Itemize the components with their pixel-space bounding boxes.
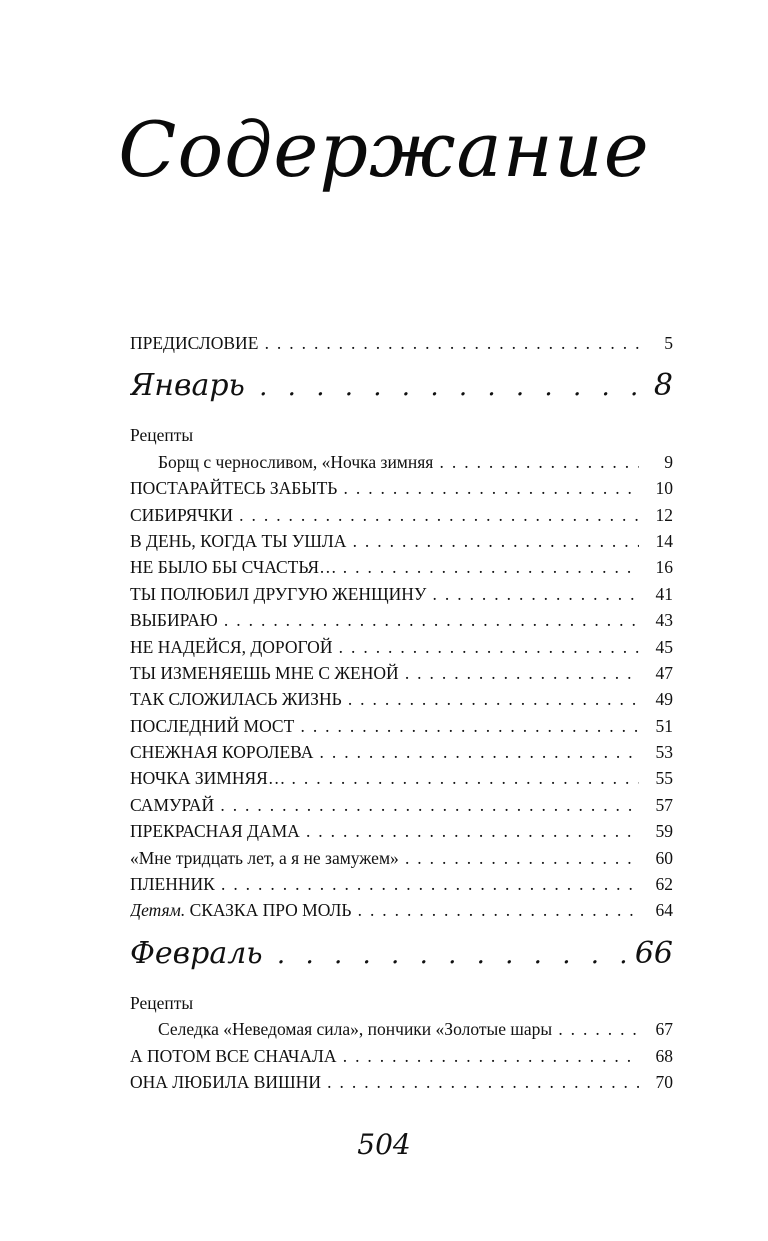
toc-page-number: 64 — [655, 900, 673, 921]
toc-entry — [130, 818, 673, 844]
toc-entry — [130, 1069, 673, 1095]
page-number: 504 — [357, 1128, 411, 1161]
toc-entry — [130, 686, 673, 712]
toc-entry-title — [130, 845, 639, 871]
toc-entry-text: САМУРАЙ — [130, 794, 215, 815]
toc-entry-title — [130, 1043, 639, 1069]
toc-page-number: 14 — [655, 530, 673, 551]
toc-entry — [130, 792, 673, 818]
toc-entry — [130, 607, 673, 633]
toc-entry-title — [130, 713, 639, 739]
toc-entry-text: НЕ БЫЛО БЫ СЧАСТЬЯ… — [130, 557, 337, 578]
toc-entry — [130, 871, 673, 897]
toc-entry — [130, 502, 673, 528]
toc-sub-entry — [130, 1016, 673, 1042]
toc-entry — [130, 581, 673, 607]
toc-page-number: 5 — [664, 333, 673, 353]
toc-entry-text: ВЫБИРАЮ — [130, 610, 218, 631]
toc-entry-text: ОНА ЛЮБИЛА ВИШНИ — [130, 1071, 321, 1092]
toc-page-number: 62 — [655, 874, 673, 895]
toc-entry-title — [130, 818, 639, 844]
toc-entry-text: СКАЗКА ПРО МОЛЬ — [189, 900, 352, 921]
toc-entry — [130, 765, 673, 791]
toc-entry-title — [130, 528, 639, 554]
toc-page-number: 45 — [655, 636, 673, 657]
toc-entry — [130, 475, 673, 501]
toc-section-label — [130, 990, 673, 1016]
toc-entry-title — [130, 360, 643, 412]
toc-entry — [130, 845, 673, 871]
toc-entry-text: СИБИРЯЧКИ — [130, 504, 233, 525]
toc-entry — [130, 660, 673, 686]
toc-entry-title — [130, 792, 639, 818]
toc-entry-title — [130, 739, 639, 765]
toc-entry-text: ПЛЕННИК — [130, 874, 215, 895]
toc-page-number: 53 — [655, 742, 673, 763]
toc-entry — [130, 713, 673, 739]
toc-entry-text: ПРЕКРАСНАЯ ДАМА — [130, 821, 300, 842]
toc-page-number: 68 — [655, 1045, 673, 1066]
toc-entry-text: «Мне тридцать лет, а я не замужем» — [130, 847, 399, 868]
toc-entry-title — [130, 897, 639, 923]
toc-page-number: 49 — [655, 689, 673, 710]
toc-entry-text: НЕ НАДЕЙСЯ, ДОРОГОЙ — [130, 636, 333, 657]
toc-entry-title — [130, 607, 639, 633]
toc-page-number: 59 — [655, 821, 673, 842]
toc-entry-title — [130, 1069, 639, 1095]
toc-page-number: 70 — [655, 1071, 673, 1092]
toc-entry-text: ПОСТАРАЙТЕСЬ ЗАБЫТЬ — [130, 478, 338, 499]
toc-page-number: 10 — [655, 478, 673, 499]
toc-page-number: 55 — [655, 768, 673, 789]
toc-entry-text: ПРЕДИСЛОВИЕ — [130, 333, 259, 353]
toc-entry-title — [130, 928, 643, 980]
toc-entry-title — [130, 765, 639, 791]
toc-entry — [130, 634, 673, 660]
toc-entry-text: СНЕЖНАЯ КОРОЛЕВА — [130, 742, 314, 763]
toc-entry — [130, 528, 673, 554]
toc-entry-title — [130, 330, 639, 356]
toc-entry-title — [130, 425, 193, 445]
toc-page-number: 57 — [655, 794, 673, 815]
toc-entry — [130, 739, 673, 765]
toc-section-label — [130, 422, 673, 448]
toc-entry-title — [130, 686, 639, 712]
toc-page-number: 9 — [664, 451, 673, 472]
toc-page-number: 66 — [634, 935, 673, 971]
toc-entry-text: А ПОТОМ ВСЕ СНАЧАЛА — [130, 1045, 337, 1066]
toc-page-number: 43 — [655, 610, 673, 631]
toc-entry-text: ТЫ ИЗМЕНЯЕШЬ МНЕ С ЖЕНОЙ — [130, 662, 399, 683]
toc-page-number: 47 — [655, 662, 673, 683]
toc-entry — [130, 554, 673, 580]
toc-entry-text: Рецепты — [130, 992, 194, 1013]
toc-page-number: 8 — [653, 368, 673, 404]
toc-entry-title — [130, 993, 193, 1013]
toc-entry-title — [130, 871, 639, 897]
toc-entry-title — [130, 634, 639, 660]
toc-entry — [130, 330, 673, 356]
toc-page-number: 12 — [655, 504, 673, 525]
toc-page-number: 51 — [655, 715, 673, 736]
toc-entry-text: Январь — [130, 368, 245, 404]
toc-entry-text: ТАК СЛОЖИЛАСЬ ЖИЗНЬ — [130, 689, 342, 710]
toc-entry-title — [130, 502, 639, 528]
toc-entry-title — [130, 449, 639, 475]
toc-entry-text: НОЧКА ЗИМНЯЯ… — [130, 768, 286, 789]
toc-month-heading — [130, 928, 673, 980]
toc-entry-text: Борщ с черносливом, «Ночка зимняя — [158, 451, 434, 472]
toc-entry-title — [130, 1016, 639, 1042]
toc-page-number: 60 — [655, 847, 673, 868]
toc-entry-text: Рецепты — [130, 425, 194, 446]
toc-entry-title — [130, 554, 639, 580]
toc-entry-text: ПОСЛЕДНИЙ МОСТ — [130, 715, 295, 736]
toc-page-number: 16 — [655, 557, 673, 578]
toc-entry-title — [130, 581, 639, 607]
toc-entry-title — [130, 475, 639, 501]
toc-page-number: 41 — [655, 583, 673, 604]
toc-entry-text: Февраль — [130, 935, 263, 971]
table-of-contents — [130, 330, 673, 1095]
toc-entry-text: Селедка «Неведомая сила», пончики «Золотые шары — [158, 1019, 553, 1040]
toc-month-heading — [130, 360, 673, 412]
toc-entry-prefix: Детям. — [130, 900, 186, 921]
toc-page-number: 67 — [655, 1019, 673, 1040]
toc-sub-entry — [130, 449, 673, 475]
toc-entry-text: ТЫ ПОЛЮБИЛ ДРУГУЮ ЖЕНЩИНУ — [130, 583, 427, 604]
toc-entry — [130, 1043, 673, 1069]
page-title: Содержание — [118, 105, 650, 194]
toc-entry — [130, 897, 673, 923]
toc-entry-text: В ДЕНЬ, КОГДА ТЫ УШЛА — [130, 530, 347, 551]
toc-entry-title — [130, 660, 639, 686]
